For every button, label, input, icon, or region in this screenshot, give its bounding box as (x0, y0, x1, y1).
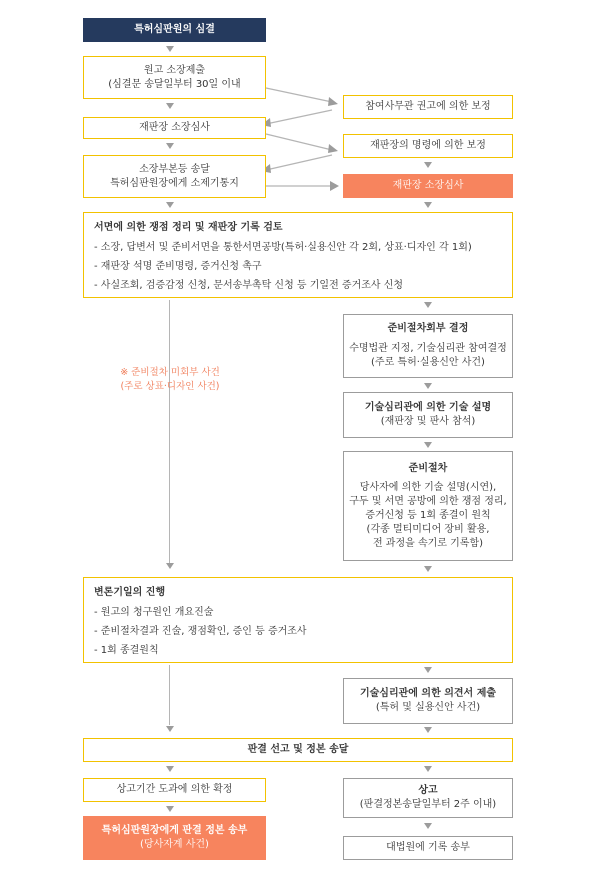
prep-decision-title: 준비절차회부 결정 (387, 323, 469, 334)
down-arrow (424, 667, 432, 673)
arrowhead-order (328, 144, 338, 153)
tech-explain-line2: (재판장 및 판사 참석) (380, 416, 476, 427)
delivery-line2: 특허심판원장에게 소제기통지 (110, 177, 239, 189)
order-correction-box (343, 134, 513, 158)
arrowhead-reject (330, 181, 339, 191)
judgment-label: 판결 선고 및 정본 송달 (247, 744, 349, 755)
tech-opinion-box (343, 678, 513, 724)
judge-review-label: 재판장 소장심사 (139, 122, 210, 133)
connector-filing-to-participant (266, 88, 332, 102)
filing-box (83, 56, 266, 99)
connector-participant-to-review (266, 110, 332, 124)
tech-explain-box (343, 392, 513, 438)
tech-explain-title: 기술심리관에 의한 기술 설명 (364, 402, 492, 413)
hearing-item: - 원고의 청구원인 개요진술 (94, 607, 214, 618)
start-label: 특허심판원의 심결 (134, 24, 215, 35)
connector-order-to-delivery (266, 155, 332, 170)
hearing-item: - 준비절차결과 진술, 쟁점확인, 증인 등 증거조사 (94, 626, 307, 637)
send-patent-office-line1: 특허심판원장에게 판결 정본 송부 (101, 825, 248, 836)
hearing-item: - 1회 종결원칙 (94, 645, 159, 656)
delivery-box (83, 155, 266, 198)
prep-procedure-line: (각종 멀티미디어 장비 활용, (366, 523, 490, 535)
written-review-box (83, 212, 513, 298)
prep-procedure-line: 증거신청 등 1회 종결이 원칙 (365, 509, 491, 521)
down-arrow (424, 566, 432, 572)
prep-procedure-line: 전 과정을 속기로 기록함) (372, 537, 484, 549)
left-flow-line (169, 665, 170, 725)
down-arrow (424, 202, 432, 208)
down-arrow (166, 202, 174, 208)
down-arrow (166, 563, 174, 569)
finalized-box (83, 778, 266, 802)
note-line1: ※ 준비절차 미회부 사건 (120, 367, 220, 378)
arrowhead-participant (328, 97, 338, 106)
prep-decision-line2: (주로 특허·실용신안 사건) (371, 357, 485, 368)
delivery-line1: 소장부본등 송달 (139, 163, 210, 175)
prep-procedure-box (343, 451, 513, 561)
filing-line1: 원고 소장제출 (143, 64, 206, 76)
judge-review-box (83, 117, 266, 139)
down-arrow (424, 302, 432, 308)
send-patent-office-box (83, 816, 266, 860)
prep-procedure-line: 당사자에 의한 기술 설명(시연), (359, 481, 497, 493)
down-arrow (166, 806, 174, 812)
reject-review-box (343, 174, 513, 198)
supreme-court-box (343, 836, 513, 860)
participant-correction-box (343, 95, 513, 119)
down-arrow (166, 46, 174, 52)
prep-decision-box (343, 314, 513, 378)
prep-procedure-line: 구두 및 서면 공방에 의한 쟁점 정리, (349, 495, 507, 507)
note-unreferred-cases (100, 366, 240, 394)
down-arrow (424, 383, 432, 389)
down-arrow (166, 103, 174, 109)
tech-opinion-line1: 기술심리관에 의한 의견서 제출 (359, 688, 497, 699)
filing-line2: (심결문 송달일부터 30일 이내 (108, 78, 241, 90)
appeal-line2: (판결정본송달일부터 2주 이내) (359, 799, 497, 810)
down-arrow (424, 823, 432, 829)
written-review-item: - 소장, 답변서 및 준비서면을 통한서면공방(특허·실용신안 각 2회, 상표·디자인 각 1회) (94, 242, 472, 253)
down-arrow (424, 766, 432, 772)
down-arrow (166, 726, 174, 732)
supreme-court-label: 대법원에 기록 송부 (386, 842, 470, 853)
send-patent-office-line2: (당사자계 사건) (140, 839, 209, 850)
hearing-title: 변론기일의 진행 (94, 587, 166, 598)
left-flow-line (169, 300, 170, 563)
written-review-item: - 사실조회, 검증감정 신청, 문서송부촉탁 신청 등 기일전 증거조사 신청 (94, 280, 404, 291)
down-arrow (424, 162, 432, 168)
connector-review-to-order (266, 134, 332, 150)
down-arrow (424, 442, 432, 448)
participant-correction-label: 참여사무관 권고에 의한 보정 (365, 101, 491, 112)
note-line2: (주로 상표·디자인 사건) (120, 381, 220, 392)
down-arrow (424, 727, 432, 733)
judgment-box (83, 738, 513, 762)
prep-decision-line1: 수명법관 지정, 기술심리관 참여결정 (349, 343, 507, 354)
appeal-line1: 상고 (418, 785, 438, 796)
finalized-label: 상고기간 도과에 의한 확정 (116, 784, 233, 795)
written-review-item: - 재판장 석명 준비명령, 증거신청 촉구 (94, 261, 262, 272)
tech-opinion-line2: (특허 및 실용신안 사건) (375, 702, 481, 713)
written-review-title: 서면에 의한 쟁점 정리 및 재판장 기록 검토 (94, 222, 283, 233)
appeal-box (343, 778, 513, 818)
prep-procedure-title: 준비절차 (408, 462, 448, 474)
order-correction-label: 재판장의 명령에 의한 보정 (370, 140, 486, 151)
down-arrow (166, 143, 174, 149)
down-arrow (166, 766, 174, 772)
start-box (83, 18, 266, 42)
hearing-box (83, 577, 513, 663)
reject-review-label: 재판장 소장심사 (392, 180, 464, 191)
